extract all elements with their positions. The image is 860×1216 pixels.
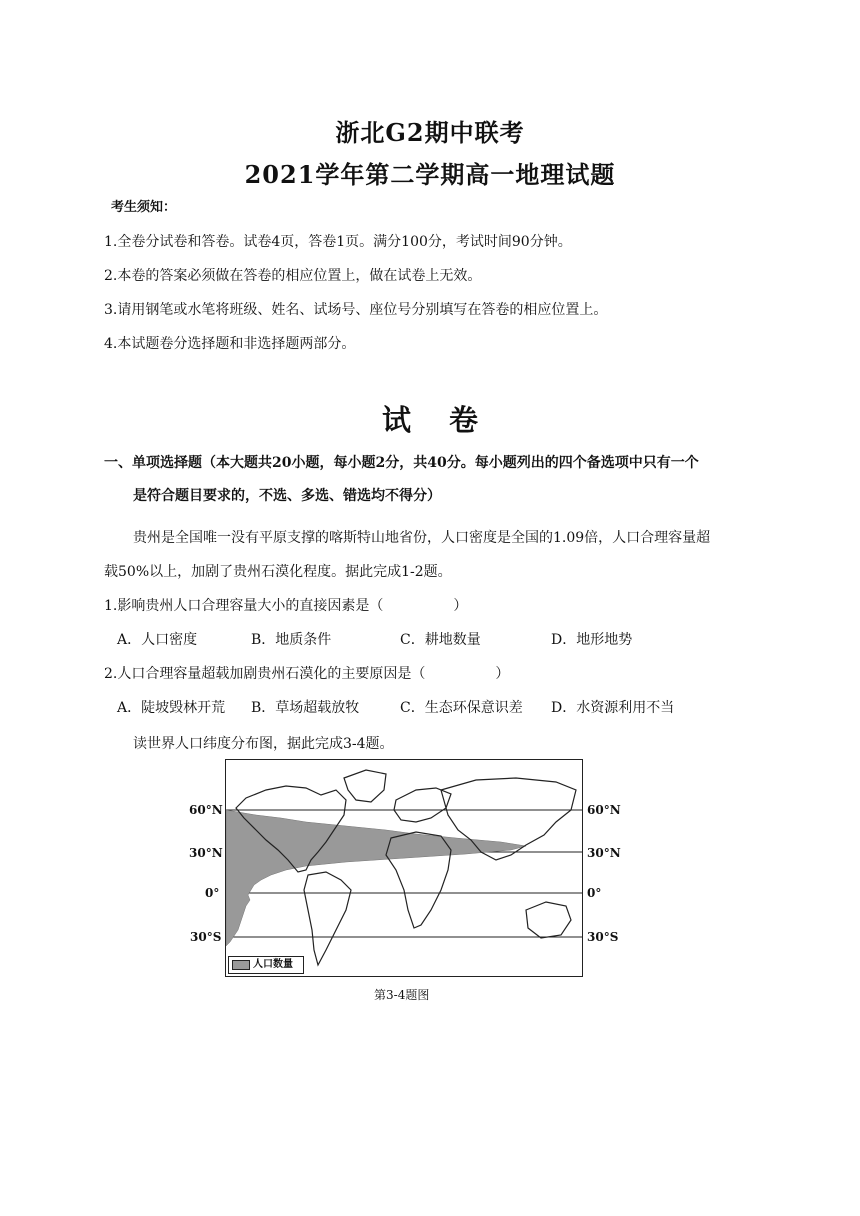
map-legend — [228, 956, 304, 974]
question-2-stem: 2.人口合理容量超载加剧贵州石漠化的主要原因是（ ） — [104, 666, 510, 682]
question-2-option-a: A．陡坡毁林开荒 — [117, 700, 226, 716]
question-1-option-a: A．人口密度 — [117, 632, 198, 648]
lat-label-right-30n: 30°N — [587, 846, 621, 860]
lat-label-left-0: 0° — [205, 886, 220, 900]
lat-label-left-30s: 30°S — [190, 930, 222, 944]
exam-title-line1: 浙北G2期中联考 — [335, 118, 525, 147]
section-title: 试卷 — [381, 403, 516, 437]
passage1-line2: 载50%以上，加剧了贵州石漠化程度。据此完成1-2题。 — [104, 564, 452, 580]
map-figure — [226, 760, 583, 977]
question-2-option-b: B．草场超载放牧 — [251, 700, 360, 716]
lat-label-right-0: 0° — [587, 886, 602, 900]
greenland-outline — [344, 770, 386, 802]
lat-label-right-60n: 60°N — [587, 803, 621, 817]
question-1-option-d: D．地形地势 — [551, 632, 633, 648]
passage2: 读世界人口纬度分布图，据此完成3-4题。 — [133, 736, 394, 752]
notice-item-3: 3.请用钢笔或水笔将班级、姓名、试场号、座位号分别填写在答卷的相应位置上。 — [104, 302, 608, 318]
part1-instructions-line2: 是符合题目要求的，不选、多选、错选均不得分） — [133, 488, 441, 504]
question-1-option-c: C．耕地数量 — [400, 632, 481, 648]
notice-item-4: 4.本试题卷分选择题和非选择题两部分。 — [104, 336, 356, 352]
question-1-option-b: B．地质条件 — [251, 632, 332, 648]
question-2-option-d: D．水资源利用不当 — [551, 700, 675, 716]
passage1-line1: 贵州是全国唯一没有平原支撑的喀斯特山地省份，人口密度是全国的1.09倍，人口合理容量超 — [133, 530, 711, 546]
world-population-latitude-map — [225, 759, 583, 977]
question-1-stem: 1.影响贵州人口合理容量大小的直接因素是（ ） — [104, 598, 468, 614]
population-distribution-area — [226, 810, 526, 946]
notice-item-1: 1.全卷分试卷和答卷。试卷4页，答卷1页。满分100分，考试时间90分钟。 — [104, 234, 572, 250]
figure-caption: 第3-4题图 — [374, 988, 430, 1002]
australia-outline — [526, 902, 571, 938]
exam-title-line2: 2021学年第二学期高一地理试题 — [244, 160, 616, 189]
legend-label: 人口数量 — [253, 959, 293, 970]
lat-label-right-30s: 30°S — [587, 930, 619, 944]
lat-label-left-60n: 60°N — [189, 803, 223, 817]
part1-instructions-line1: 一、单项选择题（本大题共20小题，每小题2分，共40分。每小题列出的四个备选项中只有一个 — [104, 455, 699, 471]
notice-heading: 考生须知： — [111, 200, 177, 215]
question-2-option-c: C．生态环保意识差 — [400, 700, 523, 716]
south-america-outline — [304, 872, 351, 965]
legend-swatch — [232, 960, 250, 970]
notice-item-2: 2.本卷的答案必须做在答卷的相应位置上，做在试卷上无效。 — [104, 268, 482, 284]
lat-label-left-30n: 30°N — [189, 846, 223, 860]
